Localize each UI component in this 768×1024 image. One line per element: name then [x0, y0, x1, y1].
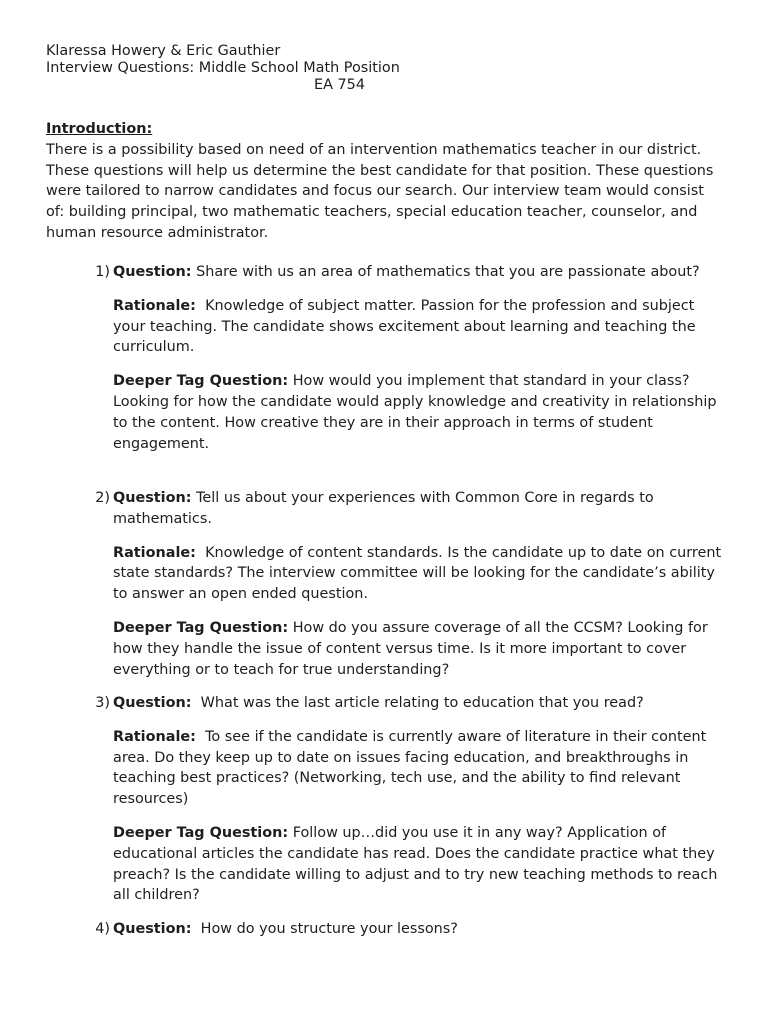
introduction-heading: Introduction:: [46, 121, 153, 137]
question-item-2: [88, 488, 728, 693]
deeper-question-text: Follow up…did you use it in any way? Application of educational articles the candidate has read. Does the candidate practice what they preach? Is the candidate willing to adjust and to try new teaching methods to reach all children?: [113, 824, 718, 904]
deeper-question-text: How would you implement that standard in your class? Looking for how the candidate would apply knowledge and creativity in relationship to the content. How creative they are in their approach in terms of student engagement.: [113, 373, 717, 452]
document-header: [46, 43, 726, 94]
question-number: 3): [95, 695, 110, 711]
question-paragraph: [113, 919, 725, 940]
document-title: Interview Questions: Middle School Math Position: [46, 60, 400, 76]
question-body: [113, 262, 725, 454]
question-paragraph: [113, 693, 725, 714]
question-number: 1): [95, 264, 110, 280]
question-body: [113, 919, 725, 940]
question-paragraph: [113, 262, 725, 283]
deeper-question-label: Deeper Tag Question:: [113, 373, 289, 390]
authors-line: Klaressa Howery & Eric Gauthier: [46, 43, 281, 59]
rationale-text: To see if the candidate is currently aware of literature in their content area. Do they keep up to date on issues facing education, and breakthroughs in teaching best practices? (Networking, tech use, and the ability to find relevant resources): [113, 728, 707, 808]
question-text: What was the last article relating to education that you read?: [200, 695, 644, 711]
rationale-label: Rationale:: [113, 297, 196, 314]
introduction-text: There is a possibility based on need of an intervention mathematics teacher in our district. These questions will help us determine the best candidate for that position. These questions were tailored to narrow candidates and focus our search. Our interview team would consist of: building principal, two mathematic teachers, special education teacher, counselor, and human resource administrator.: [46, 141, 714, 241]
deeper-question-text: How do you assure coverage of all the CCSM? Looking for how they handle the issue of content versus time. Is it more important to cover everything or to teach for true understanding?: [113, 619, 708, 678]
rationale-label: Rationale:: [113, 728, 196, 745]
question-label: Question:: [113, 921, 192, 937]
question-number: 2): [95, 490, 110, 506]
question-label: Question:: [113, 490, 192, 506]
question-item-1: [88, 262, 728, 467]
question-body: [113, 693, 725, 906]
deeper-question-paragraph: [113, 618, 725, 680]
question-text: Share with us an area of mathematics that you are passionate about?: [196, 264, 700, 280]
rationale-text: Knowledge of content standards. Is the candidate up to date on current state standards? The interview committee will be looking for the candidate’s ability to answer an open ended question.: [113, 544, 722, 603]
question-label: Question:: [113, 695, 192, 711]
question-paragraph: [113, 488, 725, 530]
rationale-label: Rationale:: [113, 544, 196, 561]
question-text: Tell us about your experiences with Common Core in regards to mathematics.: [113, 490, 654, 527]
deeper-question-label: Deeper Tag Question:: [113, 824, 289, 841]
introduction-section: [46, 119, 726, 244]
rationale-paragraph: [113, 296, 725, 358]
question-body: [113, 488, 725, 680]
question-label: Question:: [113, 264, 192, 280]
question-item-4: [88, 919, 728, 953]
deeper-question-paragraph: [113, 823, 725, 906]
rationale-paragraph: [113, 727, 725, 810]
question-item-3: [88, 693, 728, 919]
rationale-paragraph: [113, 543, 725, 605]
course-code: EA 754: [314, 77, 365, 93]
deeper-question-label: Deeper Tag Question:: [113, 619, 289, 636]
rationale-text: Knowledge of subject matter. Passion for the profession and subject your teaching. The candidate shows excitement about learning and teaching the curriculum.: [113, 297, 696, 356]
deeper-question-paragraph: [113, 371, 725, 454]
question-number: 4): [95, 921, 110, 937]
question-text: How do you structure your lessons?: [200, 921, 458, 937]
